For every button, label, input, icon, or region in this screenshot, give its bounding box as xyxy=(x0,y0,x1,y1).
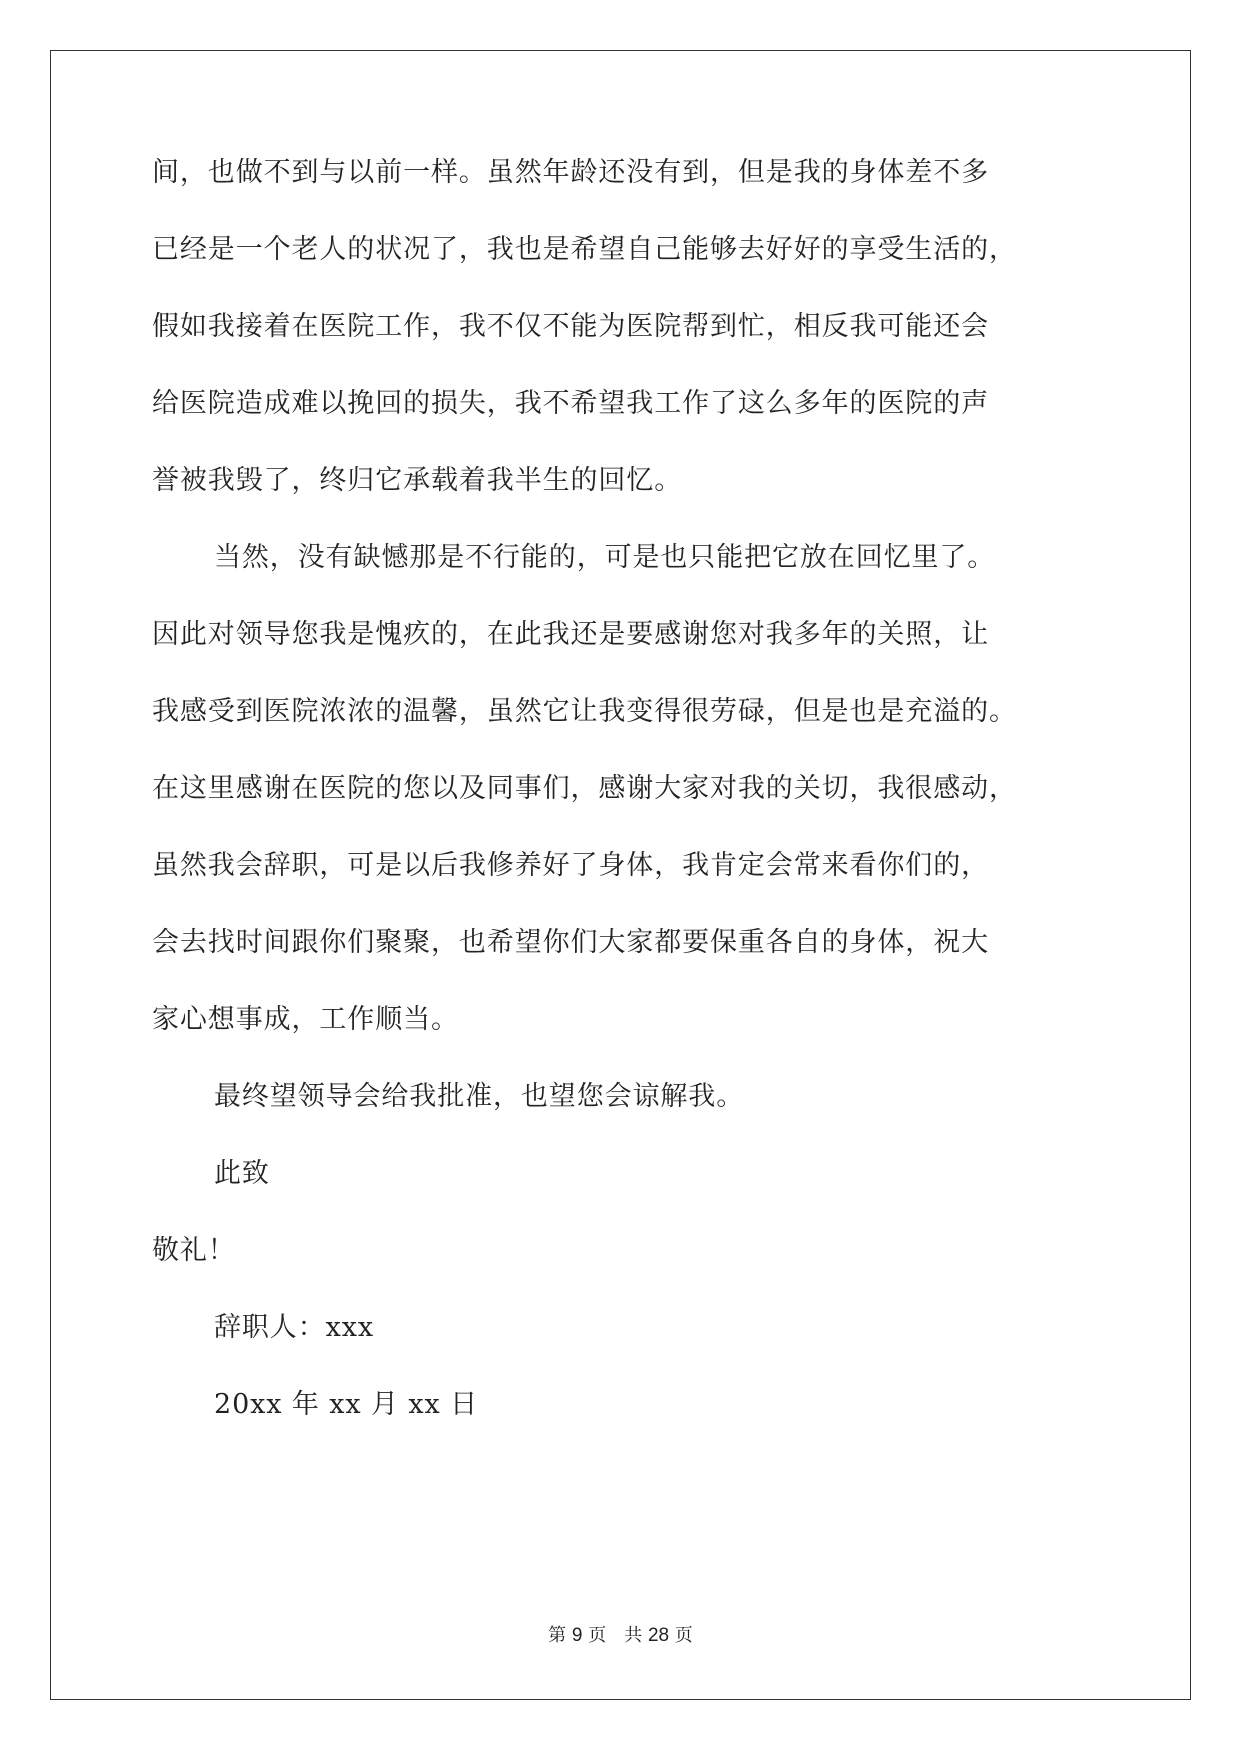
document-body xyxy=(152,156,1112,1465)
body-line-7: 因此对领导您我是愧疚的，在此我还是要感谢您对我多年的关照，让 xyxy=(152,619,989,650)
date-line: 20xx 年 xx 月 xx 日 xyxy=(214,1389,479,1420)
body-line-8: 我感受到医院浓浓的温馨，虽然它让我变得很劳碌，但是也是充溢的。 xyxy=(152,696,1017,727)
body-line-9: 在这里感谢在医院的您以及同事们，感谢大家对我的关切，我很感动， xyxy=(152,773,1017,804)
body-line-12: 家心想事成，工作顺当。 xyxy=(152,1004,459,1035)
paragraph-start-line: 当然，没有缺憾那是不行能的，可是也只能把它放在回忆里了。 xyxy=(214,542,996,573)
body-line-2: 已经是一个老人的状况了，我也是希望自己能够去好好的享受生活的， xyxy=(152,234,1017,265)
body-line-1: 间，也做不到与以前一样。虽然年龄还没有到，但是我的身体差不多 xyxy=(152,157,989,188)
body-line-10: 虽然我会辞职，可是以后我修养好了身体，我肯定会常来看你们的， xyxy=(152,850,989,881)
signature-line: 辞职人：xxx xyxy=(214,1312,374,1343)
body-line-4: 给医院造成难以挽回的损失，我不希望我工作了这么多年的医院的声 xyxy=(152,388,989,419)
footer-total-pages: 28 xyxy=(647,1625,670,1646)
footer-mid: 页 共 xyxy=(582,1625,648,1646)
body-line-3: 假如我接着在医院工作，我不仅不能为医院帮到忙，相反我可能还会 xyxy=(152,311,989,342)
page-footer xyxy=(0,1621,1241,1647)
footer-suffix: 页 xyxy=(669,1625,693,1646)
salutation-line: 此致 xyxy=(214,1158,270,1189)
body-line-5: 誉被我毁了，终归它承载着我半生的回忆。 xyxy=(152,465,683,496)
regards-line: 敬礼！ xyxy=(152,1235,236,1266)
footer-prefix: 第 xyxy=(548,1625,572,1646)
closing-request-line: 最终望领导会给我批准，也望您会谅解我。 xyxy=(214,1081,745,1112)
footer-page-number: 9 xyxy=(571,1625,583,1646)
body-line-11: 会去找时间跟你们聚聚，也希望你们大家都要保重各自的身体，祝大 xyxy=(152,927,989,958)
